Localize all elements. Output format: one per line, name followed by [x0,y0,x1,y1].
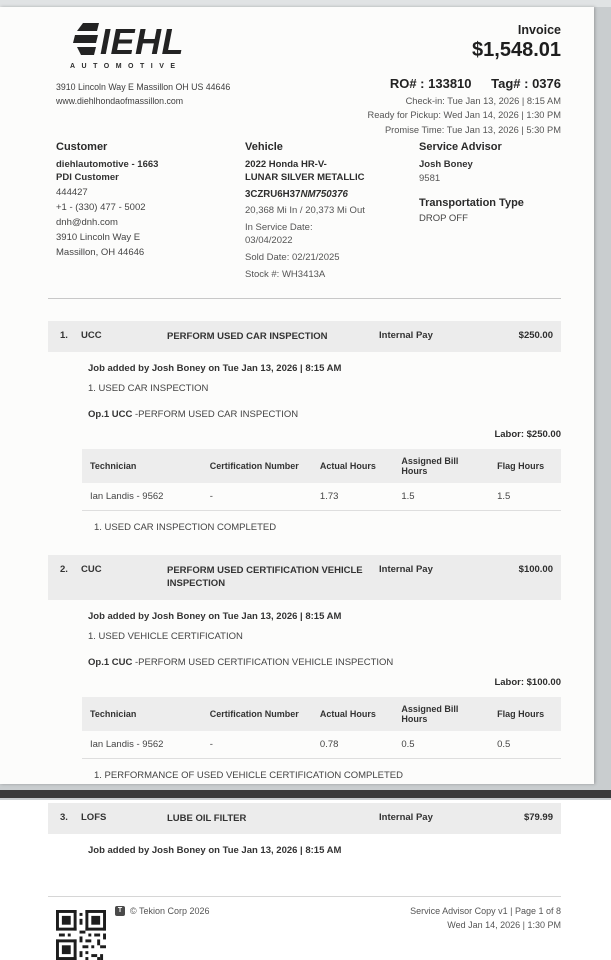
technician-table [82,449,561,511]
promise-time: Promise Time: Tue Jan 13, 2026 | 5:30 PM [384,124,561,135]
advisor-name: Josh Boney [419,159,473,171]
job-labor-total: Labor: $100.00 [494,676,561,688]
job-operation: Op.1 UCC -PERFORM USED CAR INSPECTION [88,408,299,420]
job-pay-type: Internal Pay [379,563,433,575]
job-amount: $250.00 [518,329,553,341]
customer-city: Massillon, OH 44646 [56,247,145,259]
copyright-text: © Tekion Corp 2026 [130,905,210,916]
stock-number: Stock #: WH3413A [245,269,326,281]
transport-value: DROP OFF [419,213,468,225]
scanner-edge-top [0,0,611,7]
print-date: Wed Jan 14, 2026 | 1:30 PM [447,920,561,931]
dealer-block [56,20,230,137]
job-ucc [48,321,561,533]
col-flag-hours: Flag Hours [489,697,561,731]
job-labor-total: Labor: $250.00 [494,428,561,440]
job-lofs [48,803,561,856]
customer-email: dnh@dnh.com [56,217,118,229]
ready-pickup-time: Ready for Pickup: Wed Jan 14, 2026 | 1:30 PM [367,110,561,121]
dealer-address-line: 3910 Lincoln Way E Massillon OH US 44646 [56,82,231,92]
invoice-total: $1,548.01 [472,39,561,61]
vehicle-color: LUNAR SILVER METALLIC [245,171,365,183]
logo-text: IEHL [100,21,185,62]
col-cert-number: Certification Number [202,449,312,483]
vehicle-mileage: 20,368 Mi In / 20,373 Mi Out [245,204,365,216]
logo-d-glyph [73,23,99,55]
technician-table [82,697,561,759]
job-concern: 1. USED VEHICLE CERTIFICATION [88,630,243,642]
invoice-summary [368,20,561,137]
job-title: PERFORM USED CAR INSPECTION [167,330,328,342]
diehl-logo [66,20,194,60]
job-title: LUBE OIL FILTER [167,812,247,824]
copy-version: Service Advisor Copy v1 | Page 1 of 8 [410,905,561,916]
col-actual-hours: Actual Hours [312,449,393,483]
job-cuc [48,555,561,781]
advisor-section [417,141,561,281]
job-code: UCC [81,329,102,341]
col-cert-number: Certification Number [202,697,312,731]
col-technician: Technician [82,449,202,483]
sold-date: Sold Date: 02/21/2025 [245,251,340,263]
job-concern: 1. USED CAR INSPECTION [88,382,209,394]
checkin-time: Check-in: Tue Jan 13, 2026 | 8:15 AM [405,96,561,106]
col-technician: Technician [82,697,202,731]
ro-tag-line [368,76,561,91]
ro-number: RO# : 133810 [389,76,472,91]
job-header-row [48,321,561,352]
table-header-row [82,697,561,731]
tekion-credit [115,906,210,916]
job-pay-type: Internal Pay [379,811,433,823]
job-title: PERFORM USED CERTIFICATION VEHICLE INSPECTION [167,564,363,590]
job-number: 2. [60,563,68,575]
vehicle-vin: 3CZRU6H37NM750376 [245,188,348,200]
qr-code [56,910,106,960]
dealer-address [56,81,230,108]
dealer-website: www.diehlhondaofmassillon.com [56,95,184,106]
tekion-logo-icon: T [115,906,125,916]
logo-tagline: AUTOMOTIVE [70,63,182,70]
invoice-label: Invoice [517,23,561,37]
customer-section [48,141,245,281]
tag-number: Tag# : 0376 [491,76,561,91]
job-code: LOFS [81,811,107,823]
job-code: CUC [81,563,102,575]
job-header-row [48,803,561,834]
customer-type: PDI Customer [56,172,119,184]
job-amount: $100.00 [518,563,553,575]
page-footer [48,896,561,960]
col-actual-hours: Actual Hours [312,697,393,731]
col-assigned-hours: Assigned Bill Hours [393,697,489,731]
in-service-date: In Service Date: 03/04/2022 [245,222,313,246]
customer-street: 3910 Lincoln Way E [56,232,141,244]
job-added-by: Job added by Josh Boney on Tue Jan 13, 2026 | 8:15 AM [88,844,342,856]
job-added-by: Job added by Josh Boney on Tue Jan 13, 2026 | 8:15 AM [88,610,342,622]
section-divider [48,298,561,299]
col-assigned-hours: Assigned Bill Hours [393,449,489,483]
info-columns [48,141,561,281]
job-added-by: Job added by Josh Boney on Tue Jan 13, 2026 | 8:15 AM [88,362,342,374]
table-row: Ian Landis - 9562 - 0.78 0.5 0.5 [82,731,561,759]
vehicle-model: 2022 Honda HR-V- [245,159,327,171]
table-row: Ian Landis - 9562 - 1.73 1.5 1.5 [82,483,561,511]
job-header-row [48,555,561,600]
customer-number: 444427 [56,187,88,199]
job-amount: $79.99 [523,811,553,823]
transport-heading: Transportation Type [419,197,524,210]
invoice-page [0,7,594,931]
vehicle-heading: Vehicle [245,141,283,154]
scanner-edge-bottom [0,790,611,798]
job-number: 3. [60,811,68,823]
job-number: 1. [60,329,68,341]
col-flag-hours: Flag Hours [489,449,561,483]
table-header-row [82,449,561,483]
customer-heading: Customer [56,141,108,154]
customer-name: diehlautomotive - 1663 [56,159,159,171]
vehicle-section [245,141,417,281]
customer-phone: +1 - (330) 477 - 5002 [56,202,146,214]
invoice-header [48,20,561,137]
page-info [410,904,561,933]
job-completed-note: 1. PERFORMANCE OF USED VEHICLE CERTIFICATION COMPLETED [94,769,403,781]
job-completed-note: 1. USED CAR INSPECTION COMPLETED [94,521,277,533]
schedule-times [368,94,561,137]
job-pay-type: Internal Pay [379,329,433,341]
advisor-id: 9581 [419,173,441,185]
advisor-heading: Service Advisor [419,141,502,154]
job-operation: Op.1 CUC -PERFORM USED CERTIFICATION VEHICLE INSPECTION [88,656,394,668]
